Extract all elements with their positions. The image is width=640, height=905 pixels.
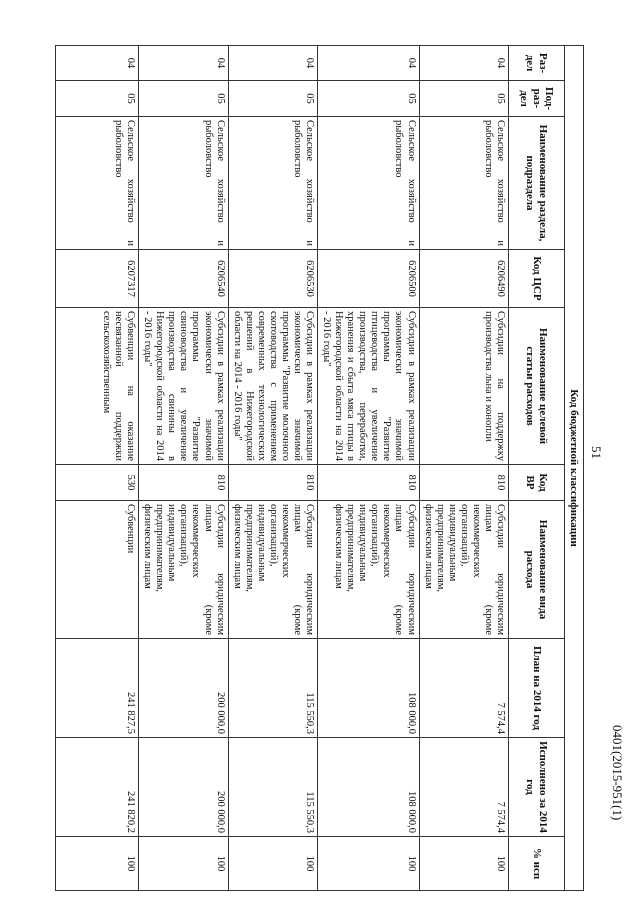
- table-row: [56, 46, 139, 891]
- cell-expense-type: Субсидии юридическим лицам (кроме некоммерческих организаций), индивидуальным предпринимателям, физическим лицам: [228, 501, 317, 639]
- cell-plan: 115 550,3: [228, 639, 317, 738]
- cell-target-article: Субсидии на поддержку производства льна и конопли: [419, 308, 508, 465]
- cell-razdel: 04: [228, 46, 317, 81]
- cell-plan: 7 574,4: [419, 639, 508, 738]
- cell-executed: 115 550,3: [228, 738, 317, 837]
- header-podrazdel: Под-раз-дел: [509, 81, 565, 117]
- cell-section-name: Сельское хозяйство и рыболовство: [139, 117, 228, 250]
- cell-executed: 241 820,2: [56, 738, 139, 837]
- cell-plan: 200 000,0: [139, 639, 228, 738]
- cell-percent: 100: [228, 837, 317, 891]
- cell-razdel: 04: [139, 46, 228, 81]
- cell-expense-type: Субвенции: [56, 501, 139, 639]
- document-code: 0401(2015-951(1): [610, 725, 625, 821]
- header-vr-code: Код ВР: [509, 465, 565, 501]
- cell-expense-type: Субсидии юридическим лицам (кроме некоммерческих организаций), индивидуальным предпринимателям, физическим лицам: [139, 501, 228, 639]
- cell-podrazdel: 05: [419, 81, 508, 117]
- group-header: Код бюджетной классификации: [565, 46, 584, 891]
- cell-plan: 108 000,0: [318, 639, 420, 738]
- cell-section-name: Сельское хозяйство и рыболовство: [318, 117, 420, 250]
- table-row: [228, 46, 317, 891]
- cell-podrazdel: 05: [56, 81, 139, 117]
- cell-csr-code: 6206540: [139, 250, 228, 308]
- cell-vr-code: 810: [318, 465, 420, 501]
- cell-vr-code: 810: [419, 465, 508, 501]
- cell-razdel: 04: [419, 46, 508, 81]
- cell-podrazdel: 05: [318, 81, 420, 117]
- cell-razdel: 04: [56, 46, 139, 81]
- header-csr-code: Код ЦСР: [509, 250, 565, 308]
- cell-section-name: Сельское хозяйство и рыболовство: [228, 117, 317, 250]
- header-section-name: Наименование раздела, подраздела: [509, 117, 565, 250]
- cell-vr-code: 810: [139, 465, 228, 501]
- cell-csr-code: 6206490: [419, 250, 508, 308]
- cell-csr-code: 6206530: [228, 250, 317, 308]
- header-plan-2014: План на 2014 год: [509, 639, 565, 738]
- header-executed-2014: Исполнено за 2014 год: [509, 738, 565, 837]
- header-percent: % исп: [509, 837, 565, 891]
- cell-csr-code: 6207317: [56, 250, 139, 308]
- cell-percent: 100: [419, 837, 508, 891]
- cell-executed: 108 000,0: [318, 738, 420, 837]
- header-target-article-name: Наименование целевой статьи расходов: [509, 308, 565, 465]
- cell-target-article: Субвенции на оказание несвязанной поддержки сельскохозяйственным: [56, 308, 139, 465]
- page-number: 51: [589, 446, 604, 459]
- header-expense-type-name: Наименование вида расхода: [509, 501, 565, 639]
- cell-target-article: Субсидии в рамках реализации экономически значимой программы "Развитие свиноводства и увеличение производства свинины в Нижегородской области на 2014 - 2016 годы": [139, 308, 228, 465]
- header-razdel: Раз-дел: [509, 46, 565, 81]
- cell-vr-code: 810: [228, 465, 317, 501]
- cell-section-name: Сельское хозяйство и рыболовство: [56, 117, 139, 250]
- cell-razdel: 04: [318, 46, 420, 81]
- cell-executed: 200 000,0: [139, 738, 228, 837]
- cell-vr-code: 530: [56, 465, 139, 501]
- table-row: [318, 46, 420, 891]
- cell-percent: 100: [139, 837, 228, 891]
- cell-plan: 241 827,5: [56, 639, 139, 738]
- cell-csr-code: 6206500: [318, 250, 420, 308]
- table-row: [419, 46, 508, 891]
- table-row: [139, 46, 228, 891]
- rotated-table-container: [71, 45, 584, 890]
- cell-percent: 100: [318, 837, 420, 891]
- cell-target-article: Субсидии в рамках реализации экономически значимой программы "Развитие птицеводства и увеличение производства, переработки, хранения и сбыта мяса птицы в Нижегородской области на 2014 - 2016 годы": [318, 308, 420, 465]
- cell-target-article: Субсидии в рамках реализации экономически значимой программы "Развитие молочного скотоводства с применением современных технологических решений в Нижегородской области на 2014 - 2016 годы": [228, 308, 317, 465]
- cell-podrazdel: 05: [139, 81, 228, 117]
- cell-executed: 7 574,4: [419, 738, 508, 837]
- cell-percent: 100: [56, 837, 139, 891]
- budget-execution-table: [55, 45, 584, 891]
- cell-expense-type: Субсидии юридическим лицам (кроме некоммерческих организаций), индивидуальным предпринимателям, физическим лицам: [318, 501, 420, 639]
- cell-section-name: Сельское хозяйство и рыболовство: [419, 117, 508, 250]
- cell-expense-type: Субсидии юридическим лицам (кроме некоммерческих организаций), индивидуальным предпринимателям, физическим лицам: [419, 501, 508, 639]
- cell-podrazdel: 05: [228, 81, 317, 117]
